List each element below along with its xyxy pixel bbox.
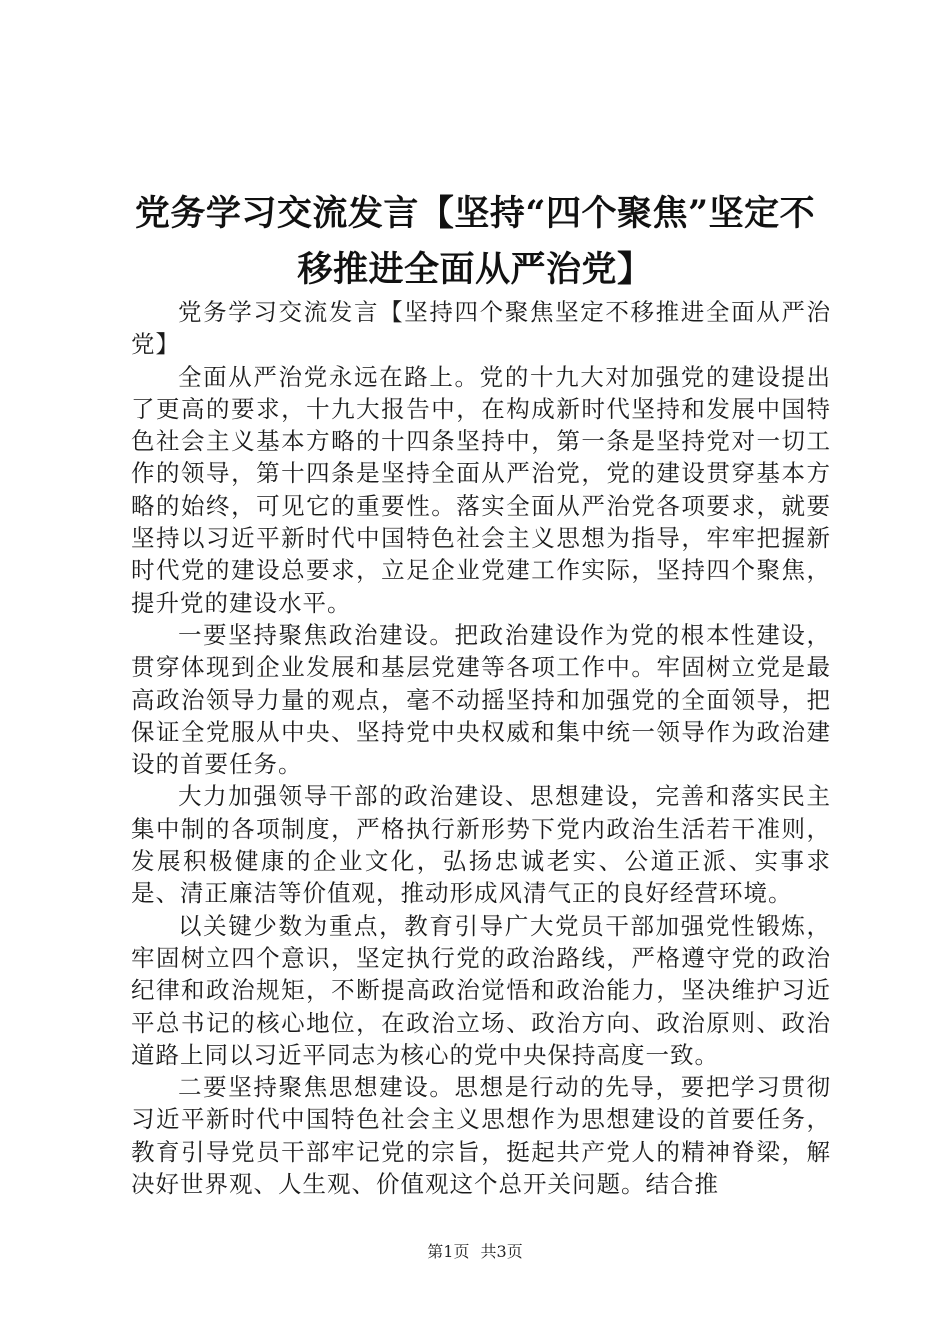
page-number-total: 共3页 bbox=[480, 1242, 523, 1261]
paragraph-6: 二要坚持聚焦思想建设。思想是行动的先导，要把学习贯彻习近平新时代中国特色社会主义思想作为思想建设的首要任务，教育引导党员干部牢记党的宗旨，挺起共产党人的精神脊梁，解决好世界观、人生观、价值观这个总开关问题。结合推 bbox=[131, 1073, 831, 1199]
paragraph-1: 党务学习交流发言【坚持四个聚焦坚定不移推进全面从严治党】 bbox=[131, 298, 831, 359]
paragraph-5: 以关键少数为重点，教育引导广大党员干部加强党性锻炼，牢固树立四个意识，坚定执行党的政治路线，严格遵守党的政治纪律和政治规矩，不断提高政治觉悟和政治能力，坚决维护习近平总书记的核心地位，在政治立场、政治方向、政治原则、政治道路上同以习近平同志为核心的党中央保持高度一致。 bbox=[131, 911, 831, 1069]
page-footer bbox=[0, 1242, 950, 1262]
page-number-current: 第1页 bbox=[427, 1242, 470, 1261]
paragraph-3: 一要坚持聚焦政治建设。把政治建设作为党的根本性建设，贯穿体现到企业发展和基层党建等各项工作中。牢固树立党是最高政治领导力量的观点，毫不动摇坚持和加强党的全面领导，把保证全党服从中央、坚持党中央权威和集中统一领导作为政治建设的首要任务。 bbox=[131, 620, 831, 779]
document-title bbox=[118, 186, 832, 298]
title-line-2: 移推进全面从严治党】 bbox=[297, 249, 653, 290]
paragraph-4: 大力加强领导干部的政治建设、思想建设，完善和落实民主集中制的各项制度，严格执行新形势下党内政治生活若干准则，发展积极健康的企业文化，弘扬忠诚老实、公道正派、实事求是、清正廉洁等价值观，推动形成风清气正的良好经营环境。 bbox=[131, 782, 831, 908]
title-line-1: 党务学习交流发言【坚持“四个聚焦”坚定不 bbox=[134, 193, 816, 234]
paragraph-2: 全面从严治党永远在路上。党的十九大对加强党的建设提出了更高的要求，十九大报告中，在构成新时代坚持和发展中国特色社会主义基本方略的十四条坚持中，第一条是坚持党对一切工作的领导，第十四条是坚持全面从严治党，党的建设贯穿基本方略的始终，可见它的重要性。落实全面从严治党各项要求，就要坚持以习近平新时代中国特色社会主义思想为指导，牢牢把握新时代党的建设总要求，立足企业党建工作实际，坚持四个聚焦，提升党的建设水平。 bbox=[131, 362, 831, 617]
document-body bbox=[131, 296, 831, 1200]
